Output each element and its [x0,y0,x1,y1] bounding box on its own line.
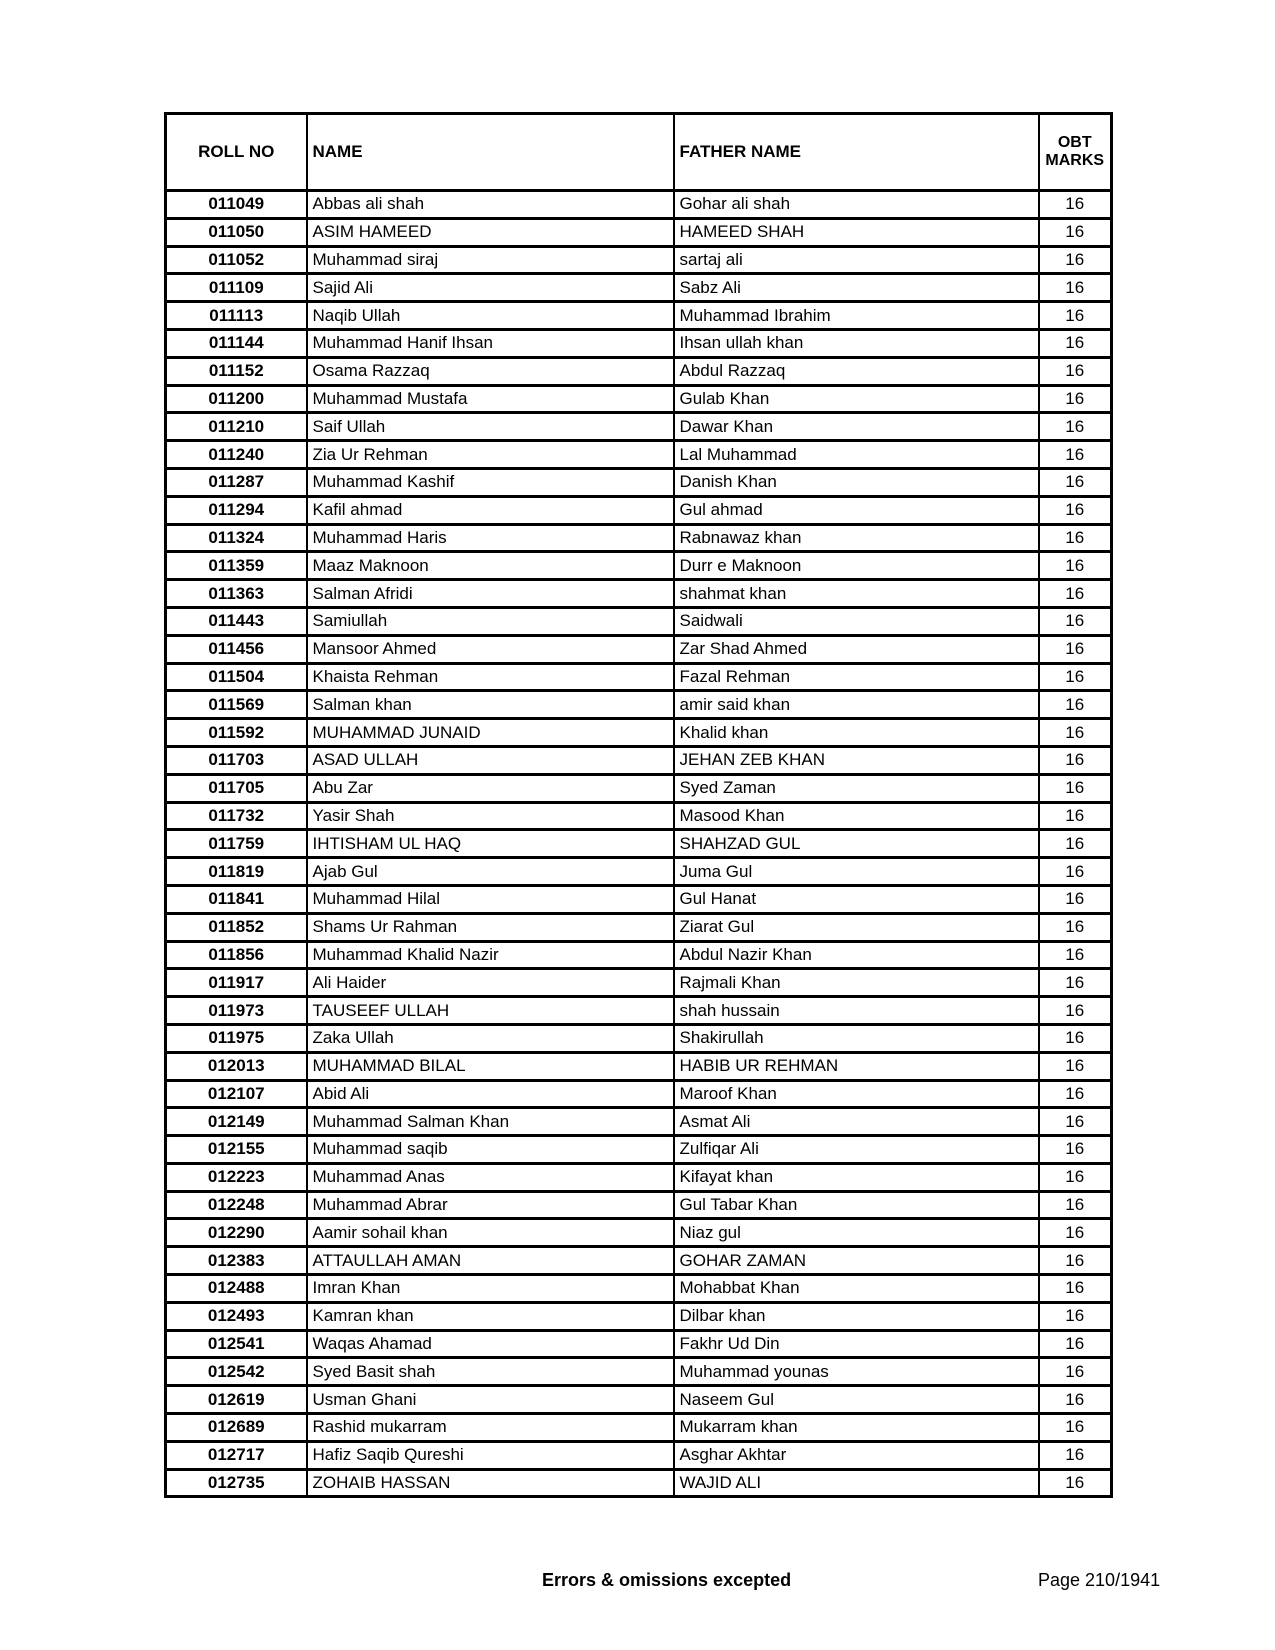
marks-cell: 16 [1039,1358,1112,1386]
name-cell: Zia Ur Rehman [307,441,674,469]
marks-cell: 16 [1039,941,1112,969]
marks-cell: 16 [1039,1163,1112,1191]
father-name-cell: GOHAR ZAMAN [674,1247,1039,1275]
father-name-cell: Sabz Ali [674,274,1039,302]
name-cell: Hafiz Saqib Qureshi [307,1441,674,1469]
roll-no-cell: 011052 [166,246,307,274]
table-row [166,1052,1112,1080]
table-row [166,746,1112,774]
name-cell: Kamran khan [307,1302,674,1330]
results-table [164,112,1113,1498]
father-name-cell: Kifayat khan [674,1163,1039,1191]
marks-cell: 16 [1039,635,1112,663]
marks-cell: 16 [1039,607,1112,635]
marks-cell: 16 [1039,218,1112,246]
roll-no-cell: 011443 [166,607,307,635]
father-name-cell: Asmat Ali [674,1108,1039,1136]
table-row [166,1330,1112,1358]
table-row [166,246,1112,274]
father-name-cell: shah hussain [674,997,1039,1025]
father-name-cell: Gohar ali shah [674,191,1039,219]
header-father-name: FATHER NAME [674,114,1039,191]
footer-page-number: Page 210/1941 [1038,1570,1161,1590]
table-row [166,830,1112,858]
marks-cell: 16 [1039,1191,1112,1219]
father-name-cell: HAMEED SHAH [674,218,1039,246]
marks-cell: 16 [1039,357,1112,385]
roll-no-cell: 011856 [166,941,307,969]
father-name-cell: JEHAN ZEB KHAN [674,746,1039,774]
marks-cell: 16 [1039,496,1112,524]
marks-cell: 16 [1039,1330,1112,1358]
table-header [166,114,1112,191]
roll-no-cell: 011569 [166,691,307,719]
name-cell: Samiullah [307,607,674,635]
marks-cell: 16 [1039,1080,1112,1108]
roll-no-cell: 011363 [166,580,307,608]
table-row [166,663,1112,691]
name-cell: Shams Ur Rahman [307,913,674,941]
name-cell: Muhammad Anas [307,1163,674,1191]
name-cell: Muhammad siraj [307,246,674,274]
roll-no-cell: 011240 [166,441,307,469]
table-row [166,468,1112,496]
table-row [166,913,1112,941]
marks-cell: 16 [1039,413,1112,441]
roll-no-cell: 011819 [166,858,307,886]
marks-cell: 16 [1039,802,1112,830]
table-row [166,774,1112,802]
marks-cell: 16 [1039,1052,1112,1080]
name-cell: MUHAMMAD BILAL [307,1052,674,1080]
table-row [166,274,1112,302]
roll-no-cell: 011973 [166,997,307,1025]
roll-no-cell: 011504 [166,663,307,691]
roll-no-cell: 012383 [166,1247,307,1275]
name-cell: Maaz Maknoon [307,552,674,580]
roll-no-cell: 012488 [166,1275,307,1303]
father-name-cell: Muhammad younas [674,1358,1039,1386]
table-body [166,191,1112,1497]
name-cell: Ajab Gul [307,858,674,886]
roll-no-cell: 011592 [166,719,307,747]
father-name-cell: Ziarat Gul [674,913,1039,941]
father-name-cell: Danish Khan [674,468,1039,496]
father-name-cell: shahmat khan [674,580,1039,608]
father-name-cell: Durr e Maknoon [674,552,1039,580]
name-cell: Ali Haider [307,969,674,997]
name-cell: Usman Ghani [307,1386,674,1414]
father-name-cell: Gul Hanat [674,885,1039,913]
marks-cell: 16 [1039,746,1112,774]
name-cell: ASIM HAMEED [307,218,674,246]
name-cell: Zaka Ullah [307,1024,674,1052]
table-row [166,1247,1112,1275]
marks-cell: 16 [1039,1136,1112,1164]
roll-no-cell: 012689 [166,1414,307,1442]
table-row [166,357,1112,385]
father-name-cell: Lal Muhammad [674,441,1039,469]
name-cell: MUHAMMAD JUNAID [307,719,674,747]
roll-no-cell: 011917 [166,969,307,997]
roll-no-cell: 011759 [166,830,307,858]
roll-no-cell: 011732 [166,802,307,830]
roll-no-cell: 011113 [166,302,307,330]
father-name-cell: Gulab Khan [674,385,1039,413]
table-row [166,691,1112,719]
table-row [166,191,1112,219]
table-row [166,1080,1112,1108]
roll-no-cell: 011324 [166,524,307,552]
name-cell: Muhammad saqib [307,1136,674,1164]
father-name-cell: Abdul Razzaq [674,357,1039,385]
name-cell: Abid Ali [307,1080,674,1108]
roll-no-cell: 012290 [166,1219,307,1247]
roll-no-cell: 011050 [166,218,307,246]
marks-cell: 16 [1039,663,1112,691]
roll-no-cell: 011703 [166,746,307,774]
roll-no-cell: 011852 [166,913,307,941]
name-cell: ASAD ULLAH [307,746,674,774]
marks-cell: 16 [1039,719,1112,747]
father-name-cell: HABIB UR REHMAN [674,1052,1039,1080]
father-name-cell: Zar Shad Ahmed [674,635,1039,663]
marks-cell: 16 [1039,191,1112,219]
name-cell: Muhammad Khalid Nazir [307,941,674,969]
marks-cell: 16 [1039,468,1112,496]
footer-note: Errors & omissions excepted [542,1570,792,1590]
father-name-cell: Masood Khan [674,802,1039,830]
marks-cell: 16 [1039,1469,1112,1497]
marks-cell: 16 [1039,830,1112,858]
table-row [166,1024,1112,1052]
father-name-cell: Ihsan ullah khan [674,329,1039,357]
father-name-cell: Dawar Khan [674,413,1039,441]
name-cell: TAUSEEF ULLAH [307,997,674,1025]
roll-no-cell: 011200 [166,385,307,413]
roll-no-cell: 012107 [166,1080,307,1108]
table-row [166,607,1112,635]
name-cell: Muhammad Hanif Ihsan [307,329,674,357]
table-row [166,1219,1112,1247]
father-name-cell: Naseem Gul [674,1386,1039,1414]
roll-no-cell: 012493 [166,1302,307,1330]
father-name-cell: Maroof Khan [674,1080,1039,1108]
roll-no-cell: 012155 [166,1136,307,1164]
roll-no-cell: 011109 [166,274,307,302]
name-cell: Sajid Ali [307,274,674,302]
name-cell: Muhammad Kashif [307,468,674,496]
table-row [166,1358,1112,1386]
marks-cell: 16 [1039,329,1112,357]
father-name-cell: Shakirullah [674,1024,1039,1052]
table-row [166,997,1112,1025]
name-cell: Yasir Shah [307,802,674,830]
table-row [166,441,1112,469]
father-name-cell: Zulfiqar Ali [674,1136,1039,1164]
table-row [166,719,1112,747]
father-name-cell: Khalid khan [674,719,1039,747]
father-name-cell: WAJID ALI [674,1469,1039,1497]
name-cell: Abu Zar [307,774,674,802]
table-row [166,524,1112,552]
marks-cell: 16 [1039,1247,1112,1275]
table-row [166,802,1112,830]
father-name-cell: Muhammad Ibrahim [674,302,1039,330]
roll-no-cell: 011210 [166,413,307,441]
name-cell: Aamir sohail khan [307,1219,674,1247]
father-name-cell: Rabnawaz khan [674,524,1039,552]
father-name-cell: Mohabbat Khan [674,1275,1039,1303]
name-cell: Syed Basit shah [307,1358,674,1386]
roll-no-cell: 012619 [166,1386,307,1414]
marks-cell: 16 [1039,552,1112,580]
father-name-cell: Dilbar khan [674,1302,1039,1330]
table-row [166,329,1112,357]
header-roll-no: ROLL NO [166,114,307,191]
table-row [166,1136,1112,1164]
roll-no-cell: 012013 [166,1052,307,1080]
marks-cell: 16 [1039,1414,1112,1442]
table-row [166,1275,1112,1303]
marks-cell: 16 [1039,1441,1112,1469]
table-row [166,941,1112,969]
name-cell: Khaista Rehman [307,663,674,691]
table-row [166,1163,1112,1191]
table-row [166,580,1112,608]
father-name-cell: Asghar Akhtar [674,1441,1039,1469]
marks-cell: 16 [1039,385,1112,413]
table-row [166,1191,1112,1219]
table-row [166,1414,1112,1442]
father-name-cell: sartaj ali [674,246,1039,274]
father-name-cell: Fazal Rehman [674,663,1039,691]
table-row [166,496,1112,524]
name-cell: Muhammad Mustafa [307,385,674,413]
roll-no-cell: 011287 [166,468,307,496]
name-cell: Muhammad Abrar [307,1191,674,1219]
father-name-cell: Gul ahmad [674,496,1039,524]
father-name-cell: Syed Zaman [674,774,1039,802]
father-name-cell: SHAHZAD GUL [674,830,1039,858]
table-row [166,635,1112,663]
marks-cell: 16 [1039,1024,1112,1052]
roll-no-cell: 012541 [166,1330,307,1358]
marks-cell: 16 [1039,997,1112,1025]
roll-no-cell: 012542 [166,1358,307,1386]
table-row [166,218,1112,246]
name-cell: ATTAULLAH AMAN [307,1247,674,1275]
roll-no-cell: 012248 [166,1191,307,1219]
marks-cell: 16 [1039,969,1112,997]
father-name-cell: Saidwali [674,607,1039,635]
marks-cell: 16 [1039,246,1112,274]
father-name-cell: Gul Tabar Khan [674,1191,1039,1219]
marks-cell: 16 [1039,274,1112,302]
table-row [166,1441,1112,1469]
marks-cell: 16 [1039,441,1112,469]
name-cell: Osama Razzaq [307,357,674,385]
table-row [166,858,1112,886]
roll-no-cell: 012223 [166,1163,307,1191]
marks-cell: 16 [1039,1219,1112,1247]
marks-cell: 16 [1039,580,1112,608]
table-row [166,413,1112,441]
table-row [166,552,1112,580]
header-row [166,114,1112,191]
header-obt-marks: OBT MARKS [1039,114,1112,191]
roll-no-cell: 011359 [166,552,307,580]
name-cell: Naqib Ullah [307,302,674,330]
father-name-cell: Abdul Nazir Khan [674,941,1039,969]
roll-no-cell: 011841 [166,885,307,913]
table-row [166,885,1112,913]
name-cell: Salman khan [307,691,674,719]
name-cell: IHTISHAM UL HAQ [307,830,674,858]
name-cell: Imran Khan [307,1275,674,1303]
roll-no-cell: 012735 [166,1469,307,1497]
father-name-cell: amir said khan [674,691,1039,719]
roll-no-cell: 011705 [166,774,307,802]
roll-no-cell: 011456 [166,635,307,663]
name-cell: Waqas Ahamad [307,1330,674,1358]
name-cell: ZOHAIB HASSAN [307,1469,674,1497]
father-name-cell: Rajmali Khan [674,969,1039,997]
roll-no-cell: 012717 [166,1441,307,1469]
header-name: NAME [307,114,674,191]
marks-cell: 16 [1039,858,1112,886]
roll-no-cell: 011152 [166,357,307,385]
marks-cell: 16 [1039,1302,1112,1330]
table-row [166,1108,1112,1136]
marks-cell: 16 [1039,913,1112,941]
table-row [166,1302,1112,1330]
table-row [166,302,1112,330]
table-row [166,969,1112,997]
table-row [166,1386,1112,1414]
father-name-cell: Mukarram khan [674,1414,1039,1442]
table-row [166,385,1112,413]
name-cell: Kafil ahmad [307,496,674,524]
name-cell: Mansoor Ahmed [307,635,674,663]
father-name-cell: Juma Gul [674,858,1039,886]
roll-no-cell: 011144 [166,329,307,357]
roll-no-cell: 011975 [166,1024,307,1052]
marks-cell: 16 [1039,774,1112,802]
marks-cell: 16 [1039,885,1112,913]
roll-no-cell: 011049 [166,191,307,219]
father-name-cell: Fakhr Ud Din [674,1330,1039,1358]
name-cell: Muhammad Hilal [307,885,674,913]
name-cell: Muhammad Haris [307,524,674,552]
marks-cell: 16 [1039,1108,1112,1136]
marks-cell: 16 [1039,1386,1112,1414]
name-cell: Salman Afridi [307,580,674,608]
name-cell: Abbas ali shah [307,191,674,219]
roll-no-cell: 011294 [166,496,307,524]
marks-cell: 16 [1039,302,1112,330]
marks-cell: 16 [1039,1275,1112,1303]
father-name-cell: Niaz gul [674,1219,1039,1247]
name-cell: Rashid mukarram [307,1414,674,1442]
name-cell: Muhammad Salman Khan [307,1108,674,1136]
marks-cell: 16 [1039,691,1112,719]
roll-no-cell: 012149 [166,1108,307,1136]
name-cell: Saif Ullah [307,413,674,441]
marks-cell: 16 [1039,524,1112,552]
table-row [166,1469,1112,1497]
